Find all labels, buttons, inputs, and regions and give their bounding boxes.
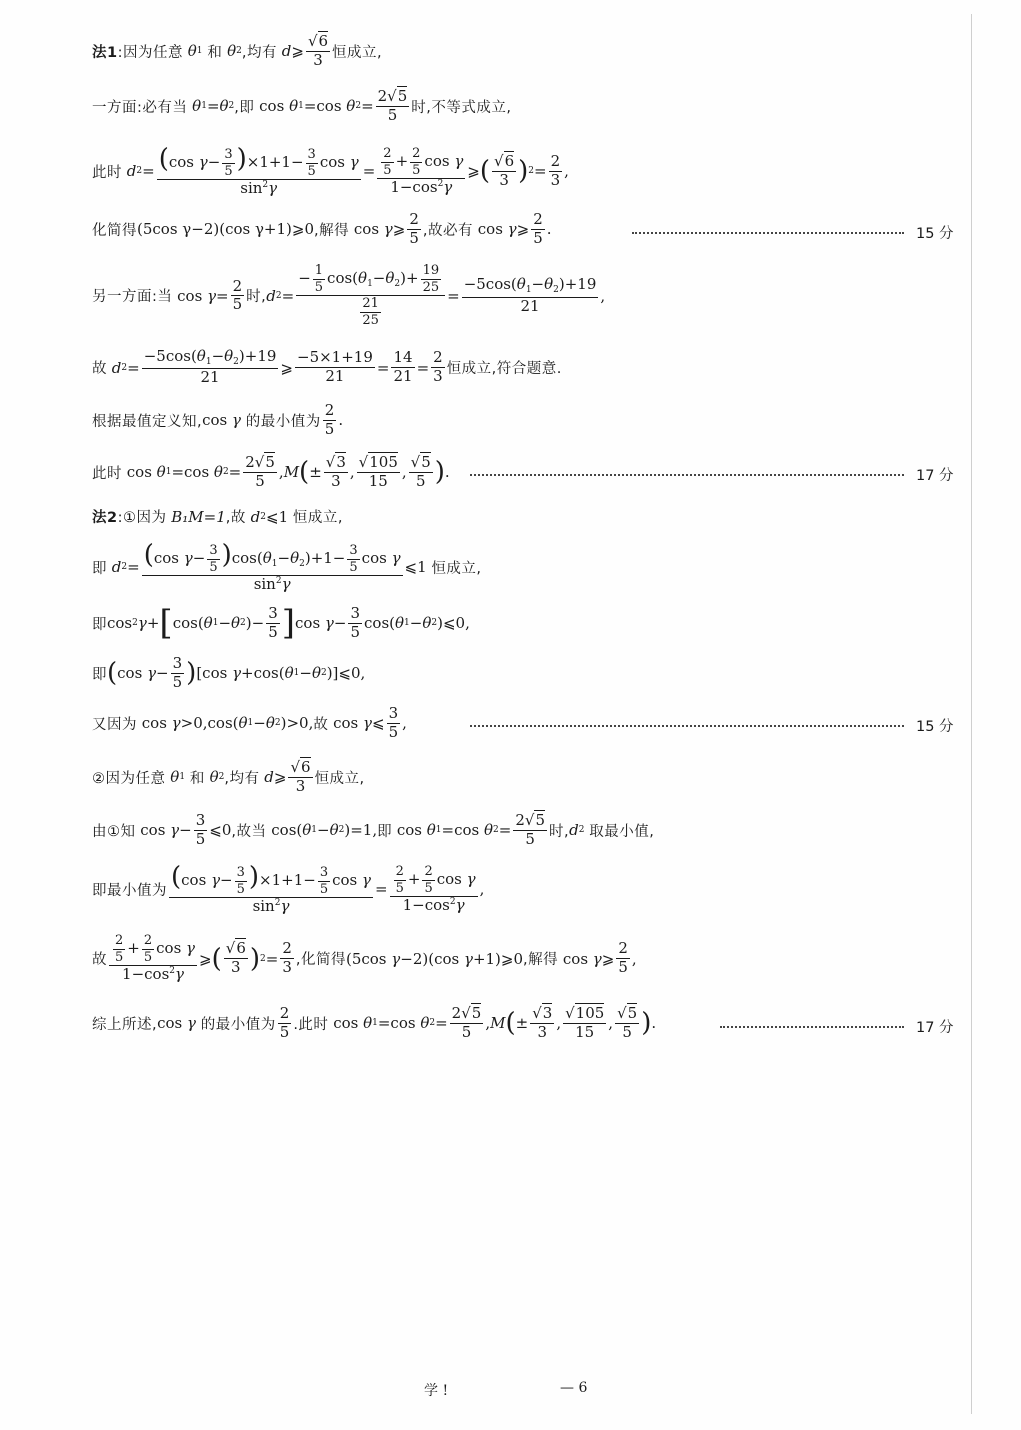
m2-conclusion-line: 综上所述, cos γ 的最小值为 $\frac{2}{5}$ .此时 cos θ 1 =cos θ 2 = $\frac{2√5}{5}$ , M ( ± $\frac{√3}{3}$ , $\frac{√105}{15}$ , $\frac{√5}{5}$ ) .: [92, 1004, 657, 1041]
page-right-edge: [971, 14, 972, 1414]
m1-other-side-line: 另一方面:当 cos γ = $\frac{2}{5}$ 时, d 2 = − $\frac{1}{5}$ $\cos(\theta_1-\theta_2)+$ $\frac{19}{25}$ $\frac{21}{25}$ = $\frac{-5\cos(\theta_1-\theta_2)+19}{21}$ ,: [92, 263, 606, 328]
m1-by-definition-line: 根据最值定义知, cos γ 的最小值为 $\frac{2}{5}$ .: [92, 401, 344, 438]
score-label: 15 分: [916, 719, 954, 735]
page-number: — 6: [560, 1380, 588, 1396]
m2-from1-line: 由①知 cos γ − $\frac{3}{5}$ ⩽0 ,故当 cos( θ 1 − θ 2 )=1, 即 cos θ 1 =cos θ 2 = $\frac{2√5}{5}$ 时, d 2 取最小值,: [92, 811, 655, 848]
m1-simplify-line: 化简得 (5cos γ−2)(cos γ+1)⩾0 ,解得 cos γ ⩾ $\frac{2}{5}$ ,故必有 cos γ ⩾ $\frac{2}{5}$ .: [92, 210, 552, 247]
m2-also-line: 又因为 cos γ >0,cos( θ 1 − θ 2 )>0, 故 cos γ ⩽ $\frac{3}{5}$ ,: [92, 704, 407, 741]
score-label: 17 分: [916, 468, 954, 484]
m2-step2-line: ②因为任意 θ 1 和 θ 2 ,均有 d ⩾ $\frac{√6}{3}$ 恒成立,: [92, 758, 365, 795]
m2-so-line: 故 $\frac{2}{5}$ + $\frac{2}{5}$ cos γ $1-\cos^2\gamma$ ⩾ ( $\frac{√6}{3}$ ) 2 = $\frac{2}{3}$ ,化简得 (5cos γ −2)(cos γ +1)⩾0 ,解得 cos γ ⩾ $\frac{2}{5}$ ,: [92, 933, 637, 984]
m2-ie-line-1: 即 d 2 = (cos γ− $\frac{3}{5}$ )$\cos(\theta_1-\theta_2)+1-$ $\frac{3}{5}$ cos γ $\sin^2\gamma$ ⩽1 恒成立,: [92, 540, 482, 594]
footer-left: 学 !: [424, 1383, 449, 1399]
m1-intro-line: 法1 :因为任意 θ 1 和 θ 2 ,均有 d ⩾ $\frac{√6}{3}$ 恒成立,: [92, 32, 383, 69]
m1-therefore-line: 故 d 2 = $\frac{-5\cos(\theta_1-\theta_2)+19}{21}$ ⩾ $\frac{-5\times 1+19}{21}$ = $\frac{14}{21}$ = $\frac{2}{3}$ 恒成立,符合题意.: [92, 347, 562, 387]
score-leader-dots: [470, 474, 904, 476]
m1-one-side-line: 一方面:必有当 θ 1 = θ 2 ,即 cos θ 1 =cos θ 2 = $\frac{2√5}{5}$ 时,不等式成立,: [92, 87, 512, 124]
score-leader-dots: [470, 725, 904, 727]
m1-result-line: 此时 cos θ 1 =cos θ 2 = $\frac{2√5}{5}$ , M ( ± $\frac{√3}{3}$ , $\frac{√105}{15}$ , $\frac{√5}{5}$ ) .: [92, 453, 450, 490]
score-leader-dots: [632, 232, 904, 234]
score-label: 15 分: [916, 226, 954, 242]
m2-step1-line: 法2 :①因为 B₁M=1 ,故 d 2 ⩽1 恒成立,: [92, 507, 344, 526]
m2-ie-line-2: 即 cos 2 γ + [ cos( θ 1 − θ 2 )− $\frac{3}{5}$ ] cos γ − $\frac{3}{5}$ cos( θ 1 − θ 2 )⩽0,: [92, 603, 470, 644]
score-leader-dots: [720, 1026, 904, 1028]
score-label: 17 分: [916, 1020, 954, 1036]
m2-ie-line-3: 即 ( cos γ − $\frac{3}{5}$ ) [cos γ +cos( θ 1 − θ 2 )]⩽0,: [92, 654, 366, 691]
m1-d-squared-line: 此时 d 2 = (cos γ− $\frac{3}{5}$ )×1+1− $\frac{3}{5}$ cos γ $\sin^2\gamma$ = $\frac{2}{5}$ + $\frac{2}{5}$ cos γ $1-\cos^2\gamma$ ⩾ ( $\frac{√6}{3}$ ) 2 = $\frac{2}{3}$ ,: [92, 144, 569, 198]
m2-min-value-line: 即最小值为 (cos γ− $\frac{3}{5}$ )×1+1− $\frac{3}{5}$ cos γ $\sin^2\gamma$ = $\frac{2}{5}$ + $\frac{2}{5}$ cos γ $1-\cos^2\gamma$ ,: [92, 862, 485, 916]
